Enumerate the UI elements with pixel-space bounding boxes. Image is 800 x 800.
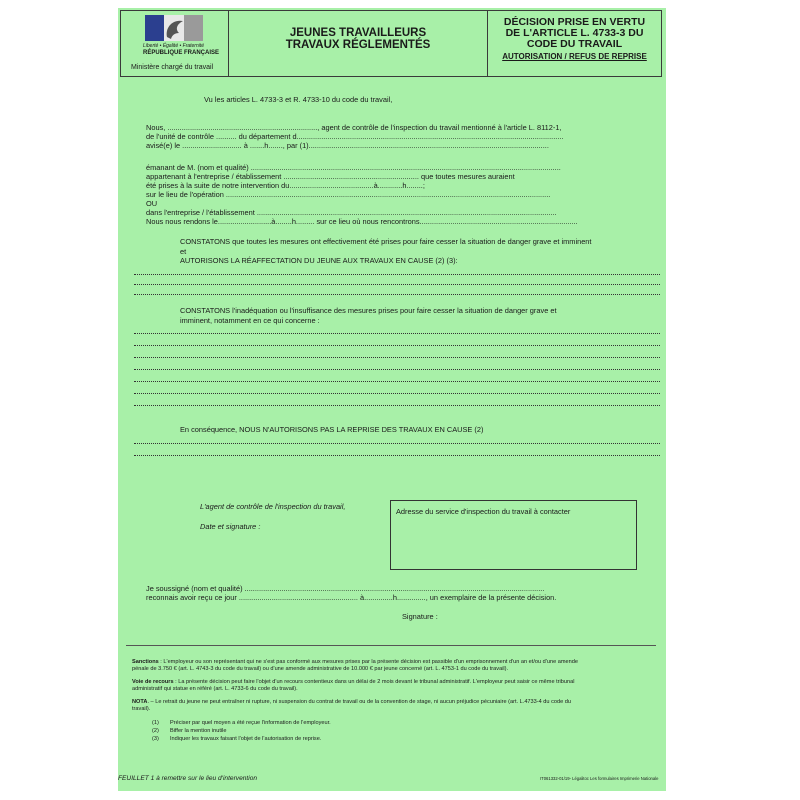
constatons-2-line-1: CONSTATONS l'inadéquation ou l'insuffisance des mesures prises pour faire cesser la situation de danger grave et — [180, 306, 557, 315]
fill-line[interactable] — [134, 443, 660, 444]
dans-line[interactable]: dans l'entreprise / l'établissement .................................................................................................................................................. — [146, 208, 557, 217]
title-line-2: TRAVAUX RÉGLEMENTÉS — [285, 39, 431, 51]
soussigne-line[interactable]: Je soussigné (nom et qualité) .................................................................................................................................................. — [146, 584, 545, 593]
autorisons-text: AUTORISONS LA RÉAFFECTATION DU JEUNE AUX TRAVAUX EN CAUSE (2) (3): — [180, 256, 458, 265]
avise-line[interactable]: avisé(e) le ............................. à .......h......., par (1)..................................................................................................................... — [146, 141, 549, 150]
form-sheet — [118, 8, 666, 791]
marianne-logo-icon — [145, 15, 203, 41]
fill-line[interactable] — [134, 381, 660, 382]
printer-reference: IT061332-01/19- Légalitoc Les formulaires Imprimerie Nationale — [540, 776, 659, 781]
footnote-2: Biffer la mention inutile — [170, 728, 227, 734]
ministry-name: Ministère chargé du travail — [131, 64, 214, 71]
decision-line-1: DÉCISION PRISE EN VERTU — [503, 16, 646, 28]
recours-note — [132, 679, 574, 686]
signature-label: Signature : — [402, 612, 438, 621]
title-line-1: JEUNES TRAVAILLEURS — [289, 27, 427, 39]
divider — [126, 645, 656, 646]
constatons-2-line-2: imminent, notamment en ce qui concerne : — [180, 316, 320, 325]
lieu-line[interactable]: sur le lieu de l'opération .............................................................................................................................................................. — [146, 190, 551, 199]
fill-line[interactable] — [134, 333, 660, 334]
recours-text-2: administratif qui statue en référé (art. L. 4733-6 du code du travail). — [132, 686, 298, 692]
recours-text-1: : La présente décision peut faire l'objet d'un recours contentieux dans un délai de 2 mois devant le tribunal administratif. L'employeur peut saisir ce même tribunal — [173, 679, 575, 685]
form-title — [229, 11, 488, 76]
fill-line[interactable] — [134, 274, 660, 275]
address-label: Adresse du service d'inspection du travail à contacter — [396, 507, 571, 516]
footnote-3: Indiquer les travaux faisant l'objet de l'autorisation de reprise. — [170, 736, 322, 742]
footnote-1: Préciser par quel moyen a été reçue l'information de l'employeur. — [170, 720, 331, 726]
emanant-line[interactable]: émanant de M. (nom et qualité) ....................................................................................................................................................... — [146, 163, 561, 172]
appartenant-line[interactable]: appartenant à l'entreprise / établissement .................................................................. que toutes mesures auraient — [146, 172, 515, 181]
footnote-1-number: (1) — [152, 720, 159, 726]
fill-line[interactable] — [134, 294, 660, 295]
footnote-3-number: (3) — [152, 736, 159, 742]
republic-name: RÉPUBLIQUE FRANÇAISE — [143, 50, 220, 56]
fill-line[interactable] — [134, 455, 660, 456]
fill-line[interactable] — [134, 357, 660, 358]
unite-line[interactable]: de l'unité de contrôle .......... du département d.................................................................................................................................. — [146, 132, 564, 141]
recours-head: Voie de recours — [132, 679, 174, 685]
sanctions-note — [132, 659, 578, 666]
intro-text: Vu les articles L. 4733-3 et R. 4733-10 du code du travail, — [204, 95, 393, 104]
fill-line[interactable] — [134, 284, 660, 285]
fill-line[interactable] — [134, 393, 660, 394]
marianne-logo-block — [121, 11, 229, 76]
fill-line[interactable] — [134, 369, 660, 370]
date-signature-label: Date et signature : — [200, 522, 261, 531]
footnote-2-number: (2) — [152, 728, 159, 734]
rendons-line[interactable]: Nous nous rendons le..........................à........h......... sur ce lieu où nous rencontrons............................................................................. — [146, 217, 578, 226]
fill-line[interactable] — [134, 405, 660, 406]
agent-label: L'agent de contrôle de l'inspection du travail, — [200, 502, 346, 511]
et-label: et — [180, 247, 187, 256]
sanctions-text-1: : L'employeur ou son représentant qui ne s'est pas conformé aux mesures prises par la présente décision est passible d'un emprisonnement d'un an et/ou d'une amende — [158, 659, 578, 665]
decision-line-2: DE L'ARTICLE L. 4733-3 DU — [505, 27, 644, 39]
decision-subtitle: AUTORISATION / REFUS DE REPRISE — [502, 52, 647, 61]
sanctions-text-2: pénale de 3.750 € (art. L. 4743-3 du code du travail) ou d'une amende administrative de 10.000 € par jeune concerné (art. L. 4753-1 du code du travail). — [132, 666, 509, 672]
republic-motto: Liberté • Égalité • Fraternité — [143, 43, 205, 49]
constatons-1: CONSTATONS que toutes les mesures ont effectivement été prises pour faire cesser la situation de danger grave et imminent — [180, 237, 592, 246]
reconnais-line[interactable]: reconnais avoir reçu ce jour .......................................................... à..............h.............., un exemplaire de la présente décision. — [146, 593, 557, 602]
form-header — [120, 10, 662, 77]
ou-label: OU — [146, 199, 158, 208]
consequence-text: En conséquence, NOUS N'AUTORISONS PAS LA REPRISE DES TRAVAUX EN CAUSE (2) — [180, 425, 484, 434]
nota-text-1: . – Le retrait du jeune ne peut entraîner ni rupture, ni suspension du contrat de travail ou de la convention de stage, ni aucun préjudice pécuniaire (art. L.4733-4 du code du — [147, 699, 571, 705]
fill-line[interactable] — [134, 345, 660, 346]
nota-note — [132, 699, 571, 706]
nous-line[interactable]: Nous, ........................................................................., agent de contrôle de l'inspection du travail mentionné à l'article L. 8112-1, — [146, 123, 562, 132]
nota-head: NOTA — [132, 699, 148, 705]
sanctions-head: Sanctions — [132, 659, 159, 665]
feuillet-label: FEUILLET 1 à remettre sur le lieu d'intervention — [118, 775, 258, 782]
address-box[interactable] — [390, 500, 637, 570]
decision-block — [488, 11, 661, 76]
prises-line[interactable]: été prises à la suite de notre intervention du.........................................à............h........; — [146, 181, 425, 190]
decision-line-3: CODE DU TRAVAIL — [526, 38, 623, 50]
nota-text-2: travail). — [132, 706, 151, 712]
